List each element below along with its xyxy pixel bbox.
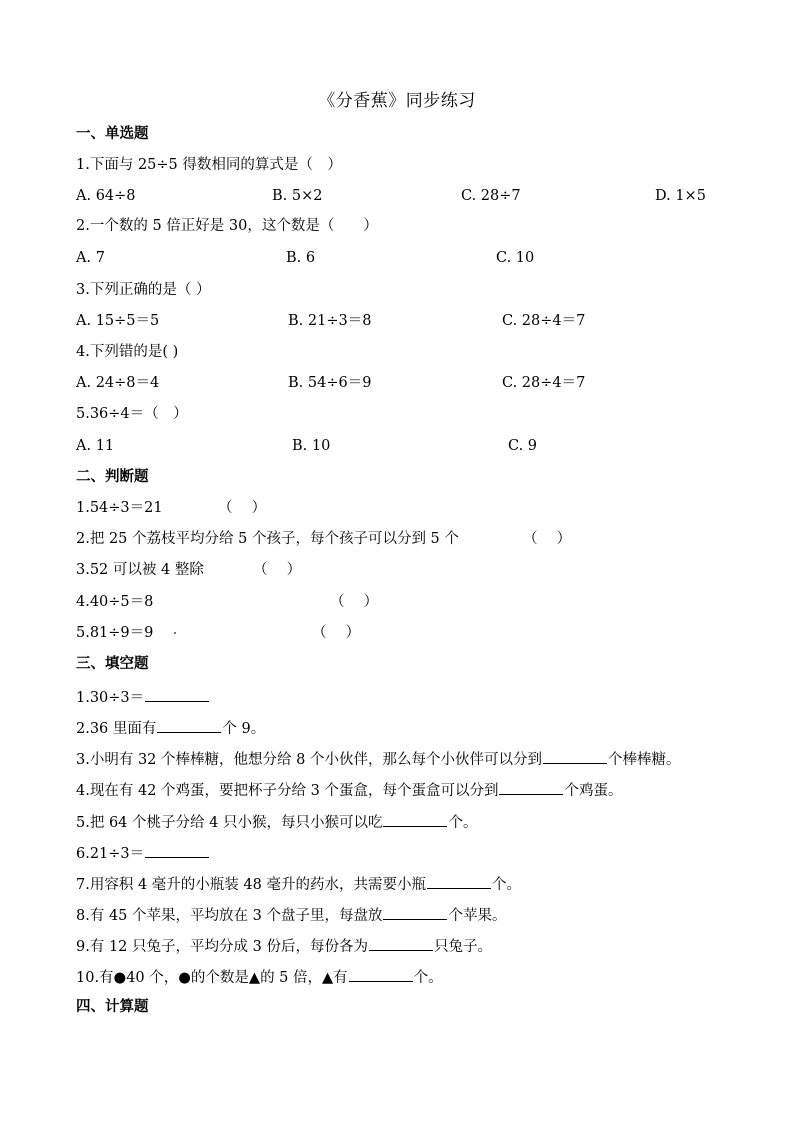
fill-5-text: 5.把 64 个桃子分给 4 只小猴，每只小猴可以吃 xyxy=(76,815,383,831)
fill-6 xyxy=(76,842,210,864)
q4-option-a: A. 24÷8＝4 xyxy=(76,375,160,391)
fill-7-blank[interactable] xyxy=(427,873,491,889)
fill-8-suffix: 个苹果。 xyxy=(448,908,507,924)
fill-10-text: 10.有●40 个，●的个数是▲的 5 倍，▲有 xyxy=(76,970,348,986)
fill-4 xyxy=(76,779,622,801)
stray-dot xyxy=(174,632,176,634)
q5-option-b: B. 10 xyxy=(292,438,331,454)
q1-option-b: B. 5×2 xyxy=(272,188,323,204)
fill-2-suffix: 个 9。 xyxy=(222,721,266,737)
fill-4-blank[interactable] xyxy=(499,779,563,795)
fill-2-blank[interactable] xyxy=(157,717,221,733)
judge-3-answer-paren: （ ） xyxy=(253,562,302,578)
fill-5 xyxy=(76,811,477,833)
fill-7-suffix: 个。 xyxy=(491,877,521,893)
section-heading-calculation: 四、计算题 xyxy=(76,999,149,1015)
q3-option-b: B. 21÷3＝8 xyxy=(288,313,372,329)
q2-option-b: B. 6 xyxy=(286,250,316,266)
fill-1-blank[interactable] xyxy=(145,686,209,702)
fill-3 xyxy=(76,748,680,770)
fill-5-blank[interactable] xyxy=(383,811,447,827)
q2-option-c: C. 10 xyxy=(496,250,535,266)
fill-10-suffix: 个。 xyxy=(413,970,443,986)
fill-9 xyxy=(76,935,492,957)
fill-4-text: 4.现在有 42 个鸡蛋，要把杯子分给 3 个蛋盒，每个蛋盒可以分到 xyxy=(76,783,499,799)
fill-9-blank[interactable] xyxy=(369,935,433,951)
q3-option-c: C. 28÷4＝7 xyxy=(502,313,586,329)
q2-option-a: A. 7 xyxy=(76,250,105,266)
question-4: 4.下列错的是( ) xyxy=(76,344,179,360)
q5-option-a: A. 11 xyxy=(76,438,115,454)
judge-1-answer-paren: （ ） xyxy=(218,500,267,516)
fill-9-suffix: 只兔子。 xyxy=(433,939,492,955)
fill-3-blank[interactable] xyxy=(543,748,607,764)
fill-8-blank[interactable] xyxy=(383,904,447,920)
question-3: 3.下列正确的是（ ） xyxy=(76,282,211,298)
q4-option-c: C. 28÷4＝7 xyxy=(502,375,586,391)
section-heading-judge: 二、判断题 xyxy=(76,469,149,485)
fill-9-text: 9.有 12 只兔子，平均分成 3 份后，每份各为 xyxy=(76,939,368,955)
fill-6-blank[interactable] xyxy=(145,842,209,858)
question-1: 1.下面与 25÷5 得数相同的算式是（ ） xyxy=(76,157,342,173)
fill-7-text: 7.用容积 4 毫升的小瓶装 48 毫升的药水，共需要小瓶 xyxy=(76,877,426,893)
judge-5-answer-paren: （ ） xyxy=(312,625,361,641)
fill-2 xyxy=(76,717,265,739)
judge-4: 4.40÷5＝8 xyxy=(76,594,154,610)
fill-3-text: 3.小明有 32 个棒棒糖，他想分给 8 个小伙伴，那么每个小伙伴可以分到 xyxy=(76,752,542,768)
fill-10-blank[interactable] xyxy=(349,966,413,982)
fill-5-suffix: 个。 xyxy=(448,815,478,831)
fill-10 xyxy=(76,966,443,988)
fill-2-text: 2.36 里面有 xyxy=(76,721,157,737)
fill-8-text: 8.有 45 个苹果，平均放在 3 个盘子里，每盘放 xyxy=(76,908,383,924)
question-5: 5.36÷4＝（ ） xyxy=(76,406,188,422)
judge-3: 3.52 可以被 4 整除 xyxy=(76,562,204,578)
fill-6-text: 6.21÷3＝ xyxy=(76,846,145,862)
judge-4-answer-paren: （ ） xyxy=(330,594,379,610)
q1-option-d: D. 1×5 xyxy=(655,188,706,204)
q3-option-a: A. 15÷5＝5 xyxy=(76,313,160,329)
page-title: 《分香蕉》同步练习 xyxy=(318,91,476,111)
section-heading-fill-blank: 三、填空题 xyxy=(76,656,149,672)
q5-option-c: C. 9 xyxy=(508,438,538,454)
judge-2-answer-paren: （ ） xyxy=(523,531,572,547)
q1-option-c: C. 28÷7 xyxy=(461,188,521,204)
question-2: 2.一个数的 5 倍正好是 30，这个数是（ ） xyxy=(76,218,378,234)
q4-option-b: B. 54÷6＝9 xyxy=(288,375,372,391)
fill-8 xyxy=(76,904,506,926)
judge-2: 2.把 25 个荔枝平均分给 5 个孩子，每个孩子可以分到 5 个 xyxy=(76,531,459,547)
fill-3-suffix: 个棒棒糖。 xyxy=(607,752,681,768)
judge-1: 1.54÷3＝21 xyxy=(76,500,163,516)
fill-1-text: 1.30÷3＝ xyxy=(76,690,145,706)
judge-5: 5.81÷9＝9 xyxy=(76,625,154,641)
fill-1 xyxy=(76,686,210,708)
section-heading-single-choice: 一、单选题 xyxy=(76,126,149,142)
q1-option-a: A. 64÷8 xyxy=(76,188,136,204)
fill-7 xyxy=(76,873,521,895)
fill-4-suffix: 个鸡蛋。 xyxy=(564,783,623,799)
